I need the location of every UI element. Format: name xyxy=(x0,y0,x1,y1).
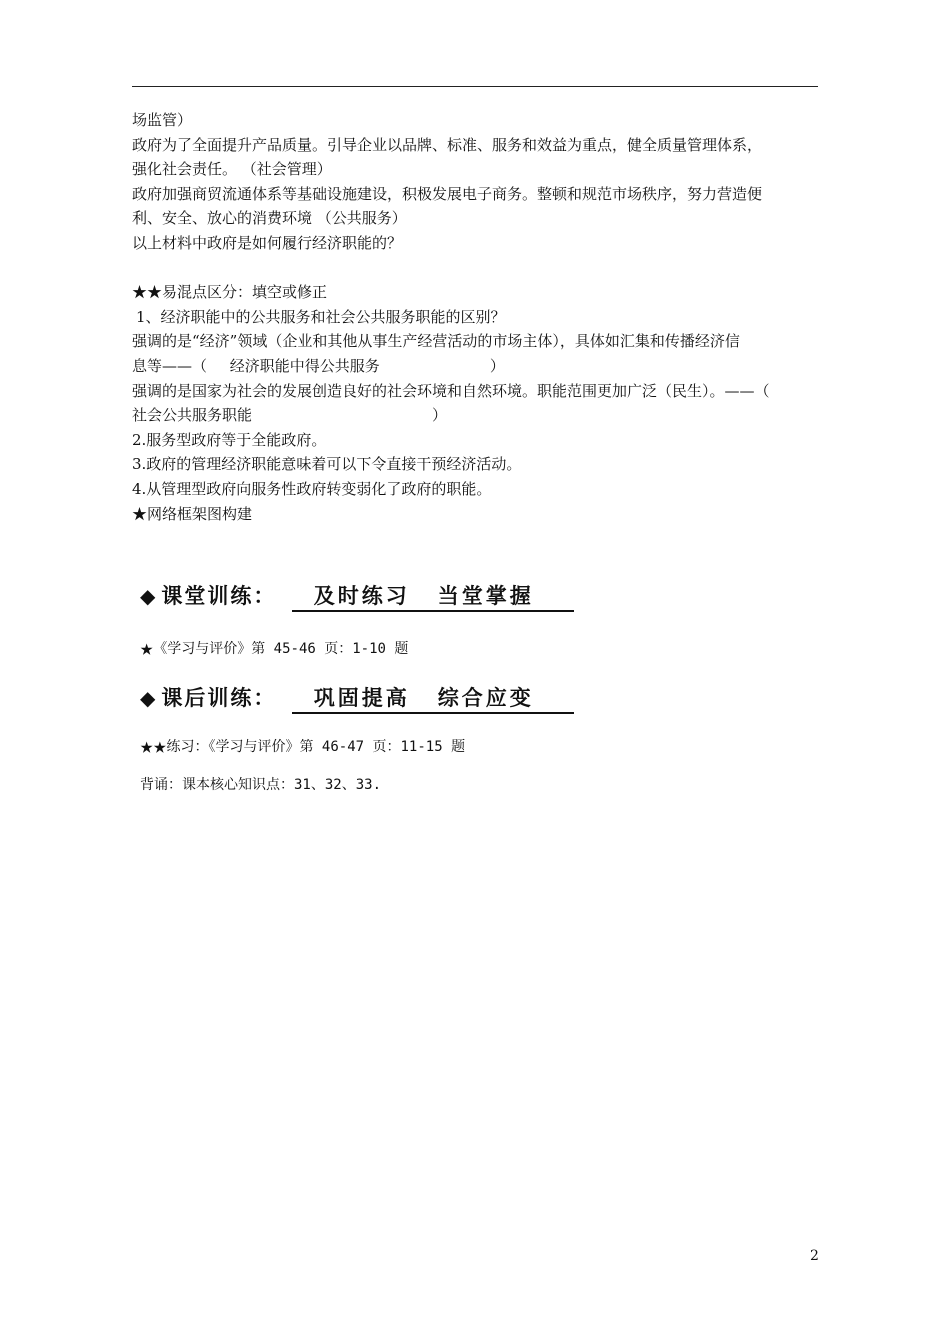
fill-suffix: ） xyxy=(489,356,505,375)
class-training-task xyxy=(140,636,408,661)
training-panel xyxy=(140,570,660,800)
answer-1-text: 强调的是“经济”领域（企业和其他从事生产经营活动的市场主体），具体如汇集和传播经济信 xyxy=(132,332,740,351)
header-rule xyxy=(132,86,818,87)
document-body xyxy=(132,108,822,526)
class-training-label: 课堂训练： xyxy=(161,584,277,608)
section-title: ★★易混点区分：填空或修正 xyxy=(132,283,328,302)
fill-answer: 经济职能中得公共服务 xyxy=(229,356,380,375)
recite-line: 背诵：课本核心知识点：31、32、33. xyxy=(140,777,382,793)
text-line: 以上材料中政府是如何履行经济职能的？ xyxy=(132,233,403,252)
answer-2-fill xyxy=(132,403,822,428)
star-icon: ★ xyxy=(140,636,154,661)
slogan-part: 综合应变 xyxy=(437,686,534,710)
slogan-part: 当堂掌握 xyxy=(437,584,534,608)
after-training-heading xyxy=(140,682,574,714)
text-line: 强化社会责任。 （社会管理） xyxy=(132,160,332,179)
after-training-task xyxy=(140,734,465,759)
diamond-icon: ◆ xyxy=(140,584,158,608)
text-line: 政府为了全面提升产品质量。引导企业以品牌、标准、服务和效益为重点，健全质量管理体系， xyxy=(132,135,763,154)
slogan-part: 及时练习 xyxy=(313,584,410,608)
after-training-slogan xyxy=(292,682,574,714)
fill-answer: 社会公共服务职能 xyxy=(132,406,253,425)
fill-suffix: ） xyxy=(432,406,448,425)
task-text: 《学习与评价》第 45-46 页：1-10 题 xyxy=(153,641,409,657)
question-3: 3.政府的管理经济职能意味着可以下令直接干预经济活动。 xyxy=(132,455,522,474)
fill-prefix: 息等——（ xyxy=(132,356,208,375)
task-text: 练习：《学习与评价》第 46-47 页：11-15 题 xyxy=(166,739,466,755)
class-training-heading xyxy=(140,580,574,612)
text-line: 场监管） xyxy=(132,111,193,129)
class-training-slogan xyxy=(292,580,574,612)
question-1: 1、经济职能中的公共服务和社会公共服务职能的区别？ xyxy=(136,307,506,326)
framework-heading: ★网络框架图构建 xyxy=(132,504,253,523)
text-line: 利、安全、放心的消费环境 （公共服务） xyxy=(132,209,407,228)
question-4: 4.从管理型政府向服务性政府转变弱化了政府的职能。 xyxy=(132,479,492,498)
after-training-label: 课后训练： xyxy=(161,686,277,710)
answer-1-fill xyxy=(132,354,822,379)
question-2: 2.服务型政府等于全能政府。 xyxy=(132,430,327,449)
diamond-icon: ◆ xyxy=(140,686,158,710)
slogan-part: 巩固提高 xyxy=(313,686,410,710)
page-number: 2 xyxy=(810,1248,819,1264)
spacer xyxy=(132,256,822,281)
star-icon: ★★ xyxy=(140,734,167,759)
text-line: 政府加强商贸流通体系等基础设施建设，积极发展电子商务。整顿和规范市场秩序，努力营造便 xyxy=(132,184,763,203)
answer-2-text: 强调的是国家为社会的发展创造良好的社会环境和自然环境。职能范围更加广泛（民生）。——（ xyxy=(132,381,770,400)
